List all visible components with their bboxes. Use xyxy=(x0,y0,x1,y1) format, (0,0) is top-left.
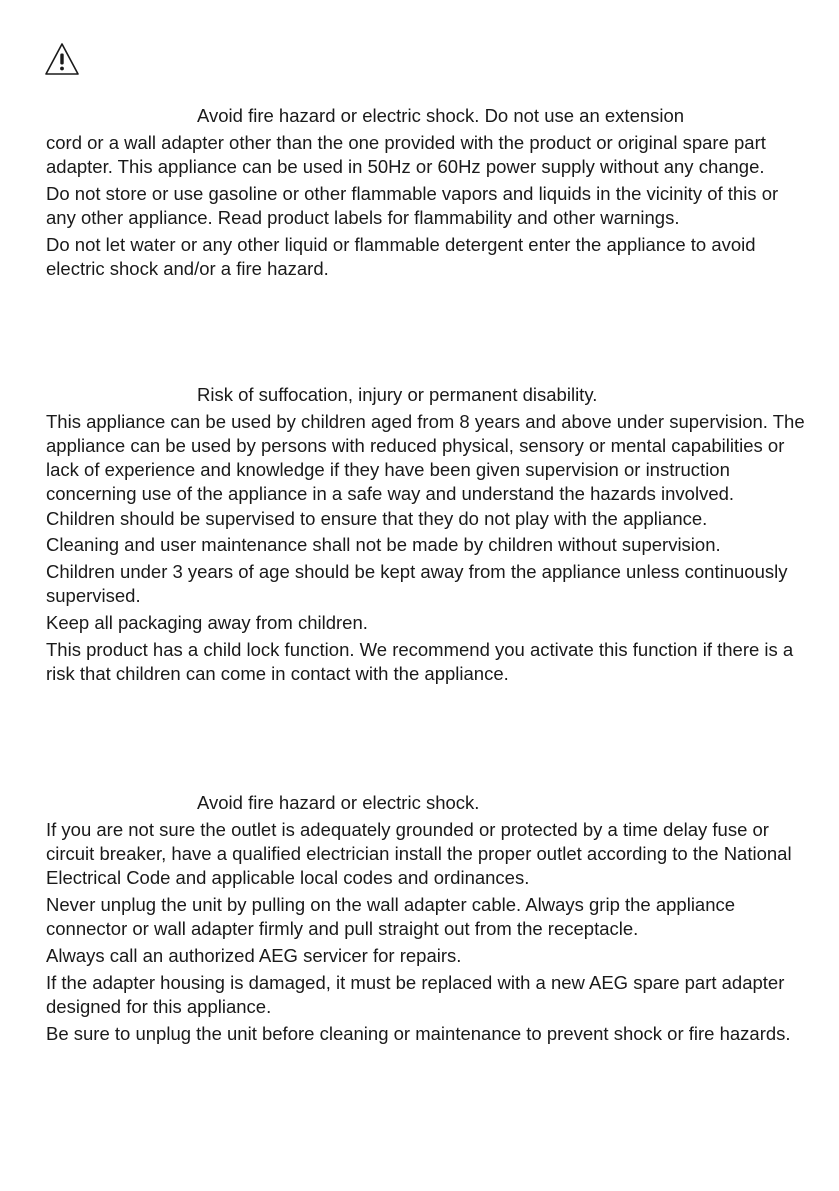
paragraph: Be sure to unplug the unit before cleaning or maintenance to prevent shock or fire hazards. xyxy=(46,1022,791,1044)
child-safety-section xyxy=(46,383,806,686)
paragraph: Cleaning and user maintenance shall not be made by children without supervision. xyxy=(46,534,721,556)
electrical-safety-section xyxy=(46,791,806,1046)
paragraph: Do not let water or any other liquid or flammable detergent enter the appliance to avoid electric shock and/or a fire hazard. xyxy=(46,233,756,279)
paragraph: If you are not sure the outlet is adequately grounded or protected by a time delay fuse or circuit breaker, have a qualified electrician install the proper outlet according to the National Electrical Code and applicable local codes and ordinances. xyxy=(46,818,792,889)
paragraph: This product has a child lock function. We recommend you activate this function if there is a risk that children can come in contact with the appliance. xyxy=(46,639,794,685)
paragraph: Children under 3 years of age should be kept away from the appliance unless continuously supervised. xyxy=(46,561,788,607)
warning-triangle-icon xyxy=(44,42,80,76)
section-lead: Avoid fire hazard or electric shock. Do not use an extension xyxy=(197,105,685,126)
paragraph: Keep all packaging away from children. xyxy=(46,612,368,634)
paragraph: Always call an authorized AEG servicer for repairs. xyxy=(46,945,462,966)
electrical-warning-section xyxy=(46,104,806,281)
section-lead: Avoid fire hazard or electric shock. xyxy=(197,792,480,813)
paragraph: Do not store or use gasoline or other flammable vapors and liquids in the vicinity of this or any other appliance. Read product labels for flammability and other warnings. xyxy=(46,182,779,228)
paragraph: cord or a wall adapter other than the one provided with the product or original spare part adapter. This appliance can be used in 50Hz or 60Hz power supply without any change. xyxy=(46,131,766,177)
paragraph: If the adapter housing is damaged, it must be replaced with a new AEG spare part adapter designed for this appliance. xyxy=(46,971,785,1017)
paragraph: This appliance can be used by children aged from 8 years and above under supervision. The appliance can be used by persons with reduced physical, sensory or mental capabilities or lack of experience and knowledge if they have been given supervision or instruction concerning use of the appliance in a safe way and understand the hazards involved. Children should be supervised to ensure that they do not play with the appliance. xyxy=(46,410,805,529)
paragraph: Never unplug the unit by pulling on the wall adapter cable. Always grip the appliance connector or wall adapter firmly and pull straight out from the receptacle. xyxy=(46,894,736,940)
section-lead: Risk of suffocation, injury or permanent disability. xyxy=(197,384,598,405)
